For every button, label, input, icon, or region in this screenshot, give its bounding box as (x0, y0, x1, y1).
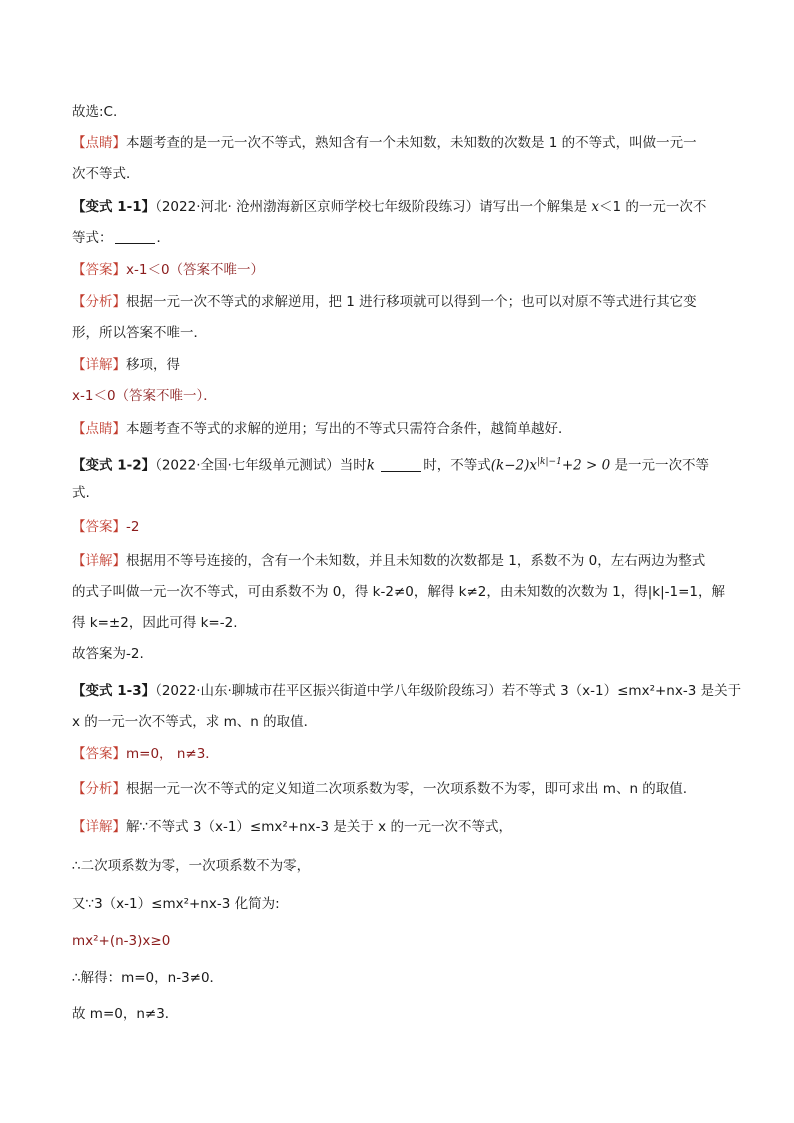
line-dianjing-cont: 次不等式． (72, 166, 140, 182)
variant-1-1-blank-line: 等式： ． (72, 230, 170, 246)
variant-1-3-cont: x 的一元一次不等式，求 m、n 的取值． (72, 714, 318, 730)
detail-1-2-conclusion: 故答案为-2. (72, 646, 144, 662)
detail-1-3: 【详解】解∵不等式 3（x-1）≤mx²+nx-3 是关于 x 的一元一次不等式， (72, 819, 512, 835)
answer-1-2: 【答案】-2 (72, 519, 140, 535)
tag-dianjing: 【点睛】 (72, 135, 126, 151)
variant-1-1-heading: 【变式 1-1】（2022·河北· 沧州渤海新区京师学校七年级阶段练习）请写出一个解集是 x＜1 的一元一次不 (72, 199, 707, 215)
line-dianjing: 【点睛】本题考查的是一元一次不等式，熟知含有一个未知数，未知数的次数是 1 的不等式，叫做一元一 (72, 135, 697, 151)
detail-1-1-cont: x-1＜0（答案不唯一）． (72, 388, 217, 404)
analysis-1-1-cont: 形，所以答案不唯一． (72, 325, 207, 341)
analysis-1-1: 【分析】根据一元一次不等式的求解逆用，把 1 进行移项就可以得到一个；也可以对原不等式进行其它变 (72, 294, 697, 310)
dianjing-1-1: 【点睛】本题考查不等式的求解的逆用；写出的不等式只需符合条件，越简单越好． (72, 421, 572, 437)
detail-1-1: 【详解】移项，得 (72, 357, 180, 373)
variant-1-2-cont: 式. (72, 485, 90, 501)
detail-1-3-step1: ∴二次项系数为零，一次项系数不为零， (72, 858, 311, 874)
variant-1-2-heading: 【变式 1-2】（2022·全国·七年级单元测试）当时k 时，不等式$(k-2)x^{|k|-1}+2 > 0$ 是一元一次不等 (72, 457, 709, 474)
answer-blank (381, 457, 421, 472)
detail-1-3-step2: 又∵3（x-1）≤mx²+nx-3 化简为: (72, 896, 280, 912)
detail-1-2-cont: 的式子叫做一元一次不等式，可由系数不为 0，得 k-2≠0，解得 k≠2，由未知数的次数为 1，得|k|-1=1，解 (72, 584, 726, 600)
answer-blank (115, 229, 155, 244)
line-conclusion: 故选:C. (72, 104, 118, 120)
detail-1-2: 【详解】根据用不等号连接的，含有一个未知数，并且未知数的次数都是 1，系数不为 0，左右两边为整式 (72, 553, 706, 569)
answer-1-3: 【答案】m=0， n≠3． (72, 746, 219, 762)
analysis-1-3: 【分析】根据一元一次不等式的定义知道二次项系数为零，一次项系数不为零，即可求出 m、n 的取值. (72, 781, 688, 797)
detail-1-3-step4: ∴解得：m=0，n-3≠0． (72, 970, 224, 986)
detail-1-3-step5: 故 m=0，n≠3． (72, 1006, 179, 1022)
answer-1-1: 【答案】x-1＜0（答案不唯一） (72, 262, 265, 278)
variant-1-3-heading: 【变式 1-3】（2022·山东·聊城市茌平区振兴街道中学八年级阶段练习）若不等式 3（x-1）≤mx²+nx-3 是关于 (72, 683, 742, 699)
detail-1-2-cont2: 得 k=±2，因此可得 k=-2. (72, 615, 238, 631)
detail-1-3-step3: mx²+(n-3)x≥0 (72, 933, 171, 949)
